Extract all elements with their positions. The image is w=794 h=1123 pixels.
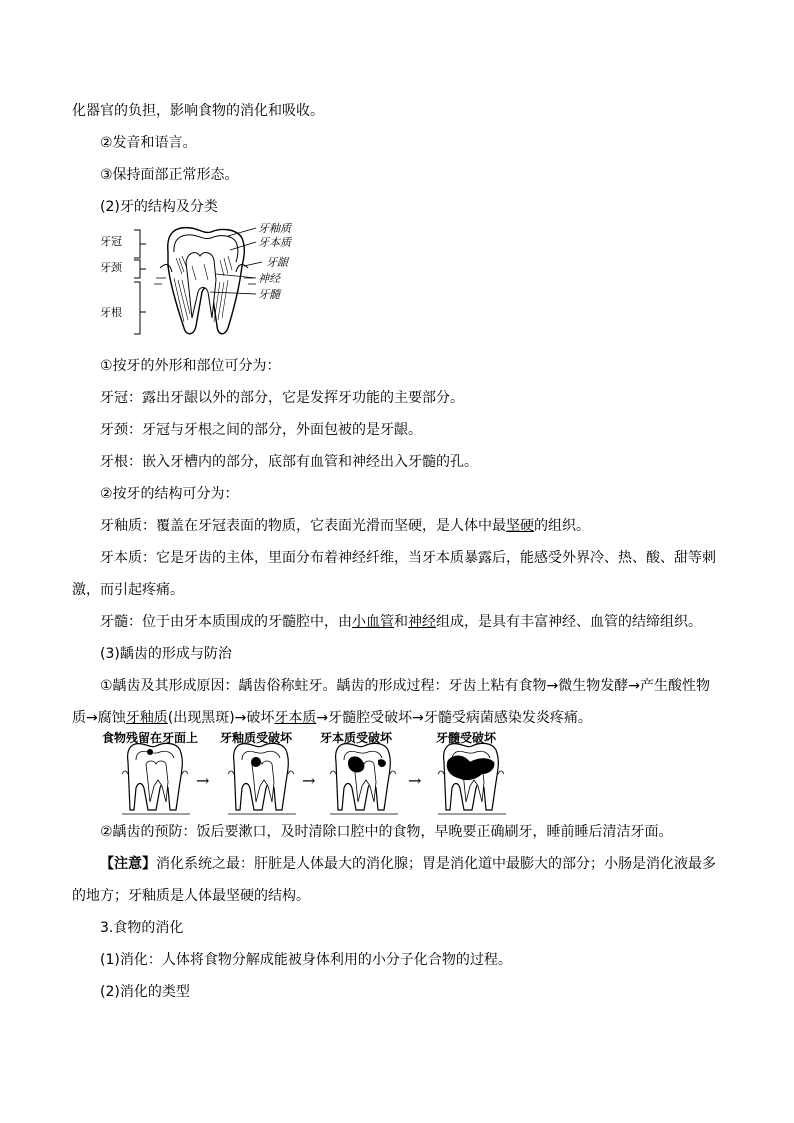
text-line: 牙釉质：覆盖在牙冠表面的物质，它表面光滑而坚硬，是人体中最坚硬的组织。 xyxy=(100,518,590,534)
text-line: 的地方；牙釉质是人体最坚硬的结构。 xyxy=(72,888,310,904)
label-root: 牙根 xyxy=(100,306,122,319)
underlined-term: 牙釉质 xyxy=(125,710,168,726)
label-enamel: 牙釉质 xyxy=(258,222,291,235)
note-label: 【注意】 xyxy=(100,856,156,872)
section-heading: (2)牙的结构及分类 xyxy=(100,199,218,215)
text-line: ②龋齿的预防：饭后要漱口，及时清除口腔中的食物，早晚要正确刷牙，睡前睡后清洁牙面。 xyxy=(100,824,673,840)
underlined-term: 坚硬 xyxy=(506,518,534,534)
underlined-term: 神经 xyxy=(408,614,436,630)
text-line: 牙髓：位于由牙本质围成的牙髓腔中，由小血管和神经组成，是具有丰富神经、血管的结缔组织。 xyxy=(100,614,702,630)
text-line: 质→腐蚀牙釉质(出现黑斑)→破坏牙本质→牙髓腔受破坏→牙髓受病菌感染发炎疼痛。 xyxy=(72,710,592,726)
text-line: ③保持面部正常形态。 xyxy=(100,167,239,183)
text-line: 【注意】消化系统之最：肝脏是人体最大的消化腺；胃是消化道中最膨大的部分；小肠是消化液最多 xyxy=(100,856,716,872)
arrow-icon: → xyxy=(302,771,316,790)
text-line: 激，而引起疼痛。 xyxy=(72,582,184,598)
text-line: 牙根：嵌入牙槽内的部分，底部有血管和神经出入牙髓的孔。 xyxy=(100,454,478,470)
text-line: ①按牙的外形和部位可分为： xyxy=(100,358,281,374)
section-heading: (3)龋齿的形成与防治 xyxy=(100,646,232,662)
underlined-term: 小血管 xyxy=(352,614,394,630)
label-dentin: 牙本质 xyxy=(258,236,291,249)
caries-stages-diagram xyxy=(98,730,518,818)
label-pulp: 牙髓 xyxy=(258,288,280,301)
stage-label: 牙髓受破坏 xyxy=(436,731,497,745)
text-line: ②发音和语言。 xyxy=(100,135,197,151)
food-residue xyxy=(147,749,153,755)
tooth-structure-diagram xyxy=(96,222,306,340)
text-line: (2)消化的类型 xyxy=(100,984,190,1000)
label-nerve: 神经 xyxy=(258,272,280,285)
label-gum: 牙龈 xyxy=(266,256,288,269)
text-line: 牙颈：牙冠与牙根之间的部分，外面包被的是牙龈。 xyxy=(100,422,422,438)
stage-label: 食物残留在牙面上 xyxy=(102,731,199,745)
arrow-icon: → xyxy=(196,771,210,790)
arrow-icon: → xyxy=(408,771,422,790)
section-heading: 3.食物的消化 xyxy=(100,920,184,936)
stage-label: 牙釉质受破坏 xyxy=(220,731,293,745)
label-crown: 牙冠 xyxy=(100,235,122,248)
text-line: 牙本质：它是牙齿的主体，里面分布着神经纤维，当牙本质暴露后，能感受外界冷、热、酸、甜等刺 xyxy=(100,550,716,566)
text-line: 化器官的负担，影响食物的消化和吸收。 xyxy=(72,103,324,119)
enamel-decay xyxy=(251,757,261,767)
text-line: (1)消化：人体将食物分解成能被身体利用的小分子化合物的过程。 xyxy=(100,952,512,968)
stage-label: 牙本质受破坏 xyxy=(320,731,393,745)
text-line: 牙冠：露出牙龈以外的部分，它是发挥牙功能的主要部分。 xyxy=(100,390,464,406)
text-line: ②按牙的结构可分为： xyxy=(100,486,239,502)
label-neck: 牙颈 xyxy=(100,261,122,274)
underlined-term: 牙本质 xyxy=(274,710,317,726)
text-line: ①龋齿及其形成原因：龋齿俗称蛀牙。龋齿的形成过程：牙齿上粘有食物→微生物发酵→产生酸性物 xyxy=(100,678,711,694)
